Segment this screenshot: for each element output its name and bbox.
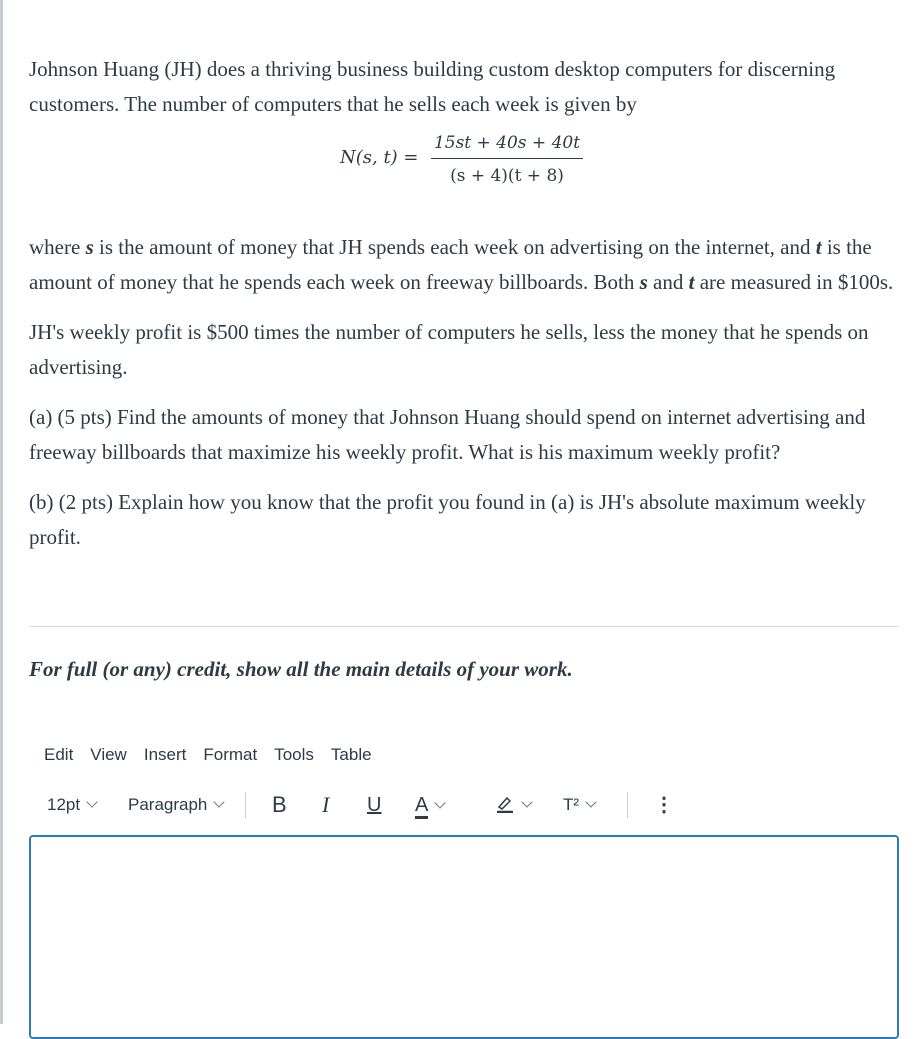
where-text: is the amount of money that JH spends each week on advertising on the internet, and	[93, 235, 816, 259]
question-where	[29, 230, 899, 300]
bold-icon: B	[272, 792, 287, 817]
bold-button[interactable]	[272, 790, 287, 820]
block-format-dropdown[interactable]	[128, 790, 223, 820]
menu-insert[interactable]: Insert	[143, 745, 187, 764]
text-color-button[interactable]	[415, 790, 444, 820]
menu-view[interactable]: View	[90, 745, 127, 764]
question-part-b: (b) (2 pts) Explain how you know that the profit you found in (a) is JH's absolute maximum weekly profit.	[29, 490, 866, 549]
formula-denominator: (s + 4)(t + 8)	[450, 166, 564, 186]
page-left-border	[0, 0, 3, 1024]
chevron-down-icon	[435, 797, 446, 808]
chevron-down-icon	[521, 796, 532, 807]
var-s: s	[639, 270, 648, 294]
menu-table[interactable]: Table	[330, 745, 372, 764]
where-text: where	[29, 235, 86, 259]
menu-format[interactable]: Format	[203, 745, 258, 764]
where-text: and	[647, 270, 689, 294]
var-t: t	[815, 235, 822, 259]
toolbar-separator	[627, 792, 628, 818]
fraction-bar	[431, 158, 583, 159]
where-text: are measured in $100s.	[694, 270, 894, 294]
underline-button[interactable]	[367, 790, 381, 820]
superscript-button[interactable]	[563, 790, 595, 820]
formula-fraction	[431, 130, 583, 189]
formula-lhs: N(s, t) =	[340, 147, 419, 168]
var-s: s	[85, 235, 94, 259]
toolbar-separator	[245, 792, 246, 818]
editor-menubar	[44, 745, 389, 765]
credit-instruction: For full (or any) credit, show all the main details of your work.	[29, 657, 573, 681]
question-intro: Johnson Huang (JH) does a thriving business building custom desktop computers for discerning customers. The number of computers that he sells each week is given by	[29, 57, 836, 116]
more-icon: ⋮	[654, 794, 674, 816]
chevron-down-icon	[86, 796, 97, 807]
var-t: t	[688, 270, 695, 294]
chevron-down-icon	[585, 796, 596, 807]
superscript-icon: T²	[563, 795, 580, 814]
question-text	[29, 52, 899, 555]
underline-icon: U	[367, 794, 382, 816]
more-options-button[interactable]	[654, 790, 674, 820]
block-format-value: Paragraph	[128, 795, 208, 814]
font-size-dropdown[interactable]	[47, 790, 96, 820]
question-profit: JH's weekly profit is $500 times the number of computers he sells, less the money that he spends on advertising.	[29, 320, 869, 379]
chevron-down-icon	[214, 796, 225, 807]
highlighter-icon	[495, 793, 515, 813]
question-part-a: (a) (5 pts) Find the amounts of money that Johnson Huang should spend on internet advertising and freeway billboards that maximize his weekly profit. What is his maximum weekly profit?	[29, 405, 866, 464]
font-size-value: 12pt	[47, 795, 81, 814]
answer-editor[interactable]	[29, 835, 899, 1039]
divider	[29, 626, 899, 627]
menu-tools[interactable]: Tools	[274, 745, 314, 764]
text-color-icon: A	[415, 794, 428, 819]
where-text: is the amount of money that he spends each week on freeway billboards. Both	[29, 235, 872, 294]
highlight-button[interactable]	[495, 790, 531, 820]
italic-icon: I	[322, 792, 330, 817]
italic-button[interactable]	[322, 790, 329, 820]
menu-edit[interactable]: Edit	[44, 745, 74, 764]
formula-numerator: 15st + 40s + 40t	[433, 133, 581, 153]
formula	[29, 122, 899, 230]
